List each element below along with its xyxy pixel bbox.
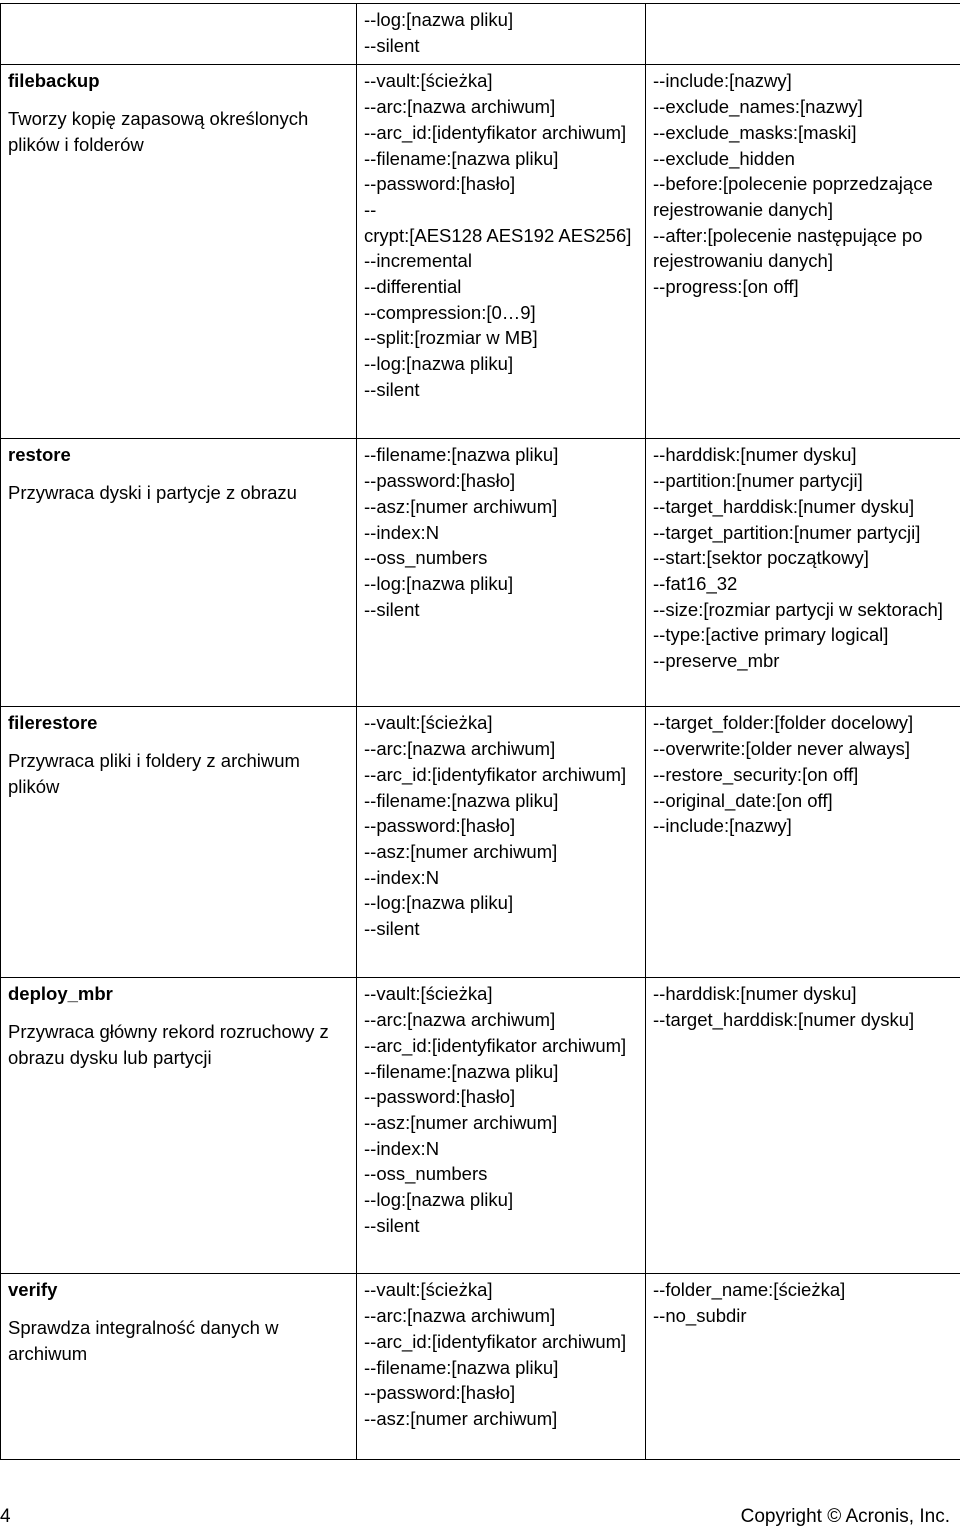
parameter-line: --filename:[nazwa pliku] (364, 1060, 559, 1082)
options-cell (646, 65, 960, 439)
options-cell (646, 439, 960, 707)
option-line: --type:[active primary logical] (653, 624, 889, 646)
parameter-line: --arc:[nazwa archiwum] (364, 1009, 556, 1031)
parameter-line: --arc_id:[identyfikator archiwum] (364, 121, 627, 143)
parameter-line: --silent (364, 918, 420, 940)
parameter-line: --arc:[nazwa archiwum] (364, 1305, 556, 1327)
command-description: Przywraca główny rekord rozruchowy z obrazu dysku lub partycji (8, 1021, 329, 1068)
parameter-line: --vault:[ścieżka] (364, 1279, 493, 1301)
command-row (1, 439, 960, 707)
parameters-cell (357, 1274, 646, 1460)
option-line: --original_date:[on off] (653, 789, 833, 811)
options-cell (646, 1274, 960, 1460)
parameter-line: --silent (364, 378, 420, 400)
option-line: --start:[sektor początkowy] (653, 547, 869, 569)
command-row (1, 65, 960, 439)
option-line: --overwrite:[older never always] (653, 738, 911, 760)
parameter-line: --log:[nazwa pliku] (364, 892, 514, 914)
option-line: --harddisk:[numer dysku] (653, 983, 857, 1005)
page-number: 4 (0, 1506, 11, 1527)
command-name: filerestore (8, 712, 98, 734)
parameters-cell (357, 4, 646, 65)
command-row (1, 1274, 960, 1460)
option-line: --target_harddisk:[numer dysku] (653, 495, 915, 517)
parameter-line: --password:[hasło] (364, 470, 516, 492)
command-cell (1, 439, 357, 707)
command-cell (1, 978, 357, 1274)
option-line: --target_harddisk:[numer dysku] (653, 1009, 915, 1031)
parameter-line: --filename:[nazwa pliku] (364, 1356, 559, 1378)
command-row (1, 978, 960, 1274)
parameter-line: --split:[rozmiar w MB] (364, 327, 538, 349)
command-cell (1, 4, 357, 65)
option-line: --progress:[on off] (653, 276, 799, 298)
parameter-line: --asz:[numer archiwum] (364, 1407, 558, 1429)
parameter-line: --arc:[nazwa archiwum] (364, 96, 556, 118)
option-line: --harddisk:[numer dysku] (653, 444, 857, 466)
parameter-line: --log:[nazwa pliku] (364, 1189, 514, 1211)
command-name: deploy_mbr (8, 983, 113, 1005)
parameter-line: --password:[hasło] (364, 815, 516, 837)
parameter-line: --arc_id:[identyfikator archiwum] (364, 1330, 627, 1352)
parameter-line: --log:[nazwa pliku] (364, 9, 514, 30)
parameter-line: --asz:[numer archiwum] (364, 840, 558, 862)
option-line: --fat16_32 (653, 572, 738, 594)
options-cell (646, 4, 960, 65)
command-cell (1, 65, 357, 439)
parameter-line: --asz:[numer archiwum] (364, 1111, 558, 1133)
command-description: Sprawdza integralność danych w archiwum (8, 1317, 279, 1364)
parameter-line: --filename:[nazwa pliku] (364, 789, 559, 811)
parameter-line: --index:N (364, 866, 440, 888)
option-line: --exclude_masks:[maski] (653, 121, 857, 143)
parameter-line: --vault:[ścieżka] (364, 70, 493, 92)
command-cell (1, 1274, 357, 1460)
parameter-line: --vault:[ścieżka] (364, 983, 493, 1005)
parameter-line: --differential (364, 276, 462, 298)
parameter-line: --incremental (364, 250, 472, 272)
option-line: --preserve_mbr (653, 650, 780, 672)
option-line: --after:[polecenie następujące po rejestrowaniu danych] (653, 224, 923, 272)
parameter-line: --arc:[nazwa archiwum] (364, 738, 556, 760)
parameter-line: --log:[nazwa pliku] (364, 353, 514, 375)
parameter-line: --vault:[ścieżka] (364, 712, 493, 734)
parameter-line: --silent (364, 1214, 420, 1236)
parameters-cell (357, 707, 646, 978)
parameter-line: --arc_id:[identyfikator archiwum] (364, 763, 627, 785)
options-cell (646, 978, 960, 1274)
parameter-line: --oss_numbers (364, 1163, 488, 1185)
option-line: --folder_name:[ścieżka] (653, 1279, 846, 1301)
command-table-body (1, 4, 960, 1460)
option-line: --no_subdir (653, 1305, 747, 1327)
parameter-line: --silent (364, 34, 420, 56)
option-line: --exclude_hidden (653, 147, 795, 169)
parameter-line: --compression:[0…9] (364, 301, 536, 323)
parameter-line: --index:N (364, 1137, 440, 1159)
parameter-line: --silent (364, 598, 420, 620)
command-row (1, 707, 960, 978)
parameter-line: --oss_numbers (364, 547, 488, 569)
option-line: --restore_security:[on off] (653, 763, 859, 785)
command-name: restore (8, 444, 71, 466)
parameter-line: --password:[hasło] (364, 1086, 516, 1108)
parameters-cell (357, 65, 646, 439)
parameter-line: --filename:[nazwa pliku] (364, 147, 559, 169)
option-line: --target_partition:[numer partycji] (653, 521, 921, 543)
command-table (0, 3, 960, 1460)
parameters-cell (357, 978, 646, 1274)
copyright-text: Copyright © Acronis, Inc. (740, 1506, 950, 1527)
option-line: --before:[polecenie poprzedzające rejestrowanie danych] (653, 173, 933, 220)
parameter-line: --filename:[nazwa pliku] (364, 444, 559, 466)
parameter-line: crypt:[AES128 AES192 AES256] (364, 224, 632, 246)
parameter-line: --index:N (364, 521, 440, 543)
option-line: --include:[nazwy] (653, 815, 792, 837)
parameter-line: --asz:[numer archiwum] (364, 495, 558, 517)
command-name: filebackup (8, 70, 100, 92)
parameter-line: -- (364, 198, 377, 220)
option-line: --exclude_names:[nazwy] (653, 96, 863, 118)
command-description: Tworzy kopię zapasową określonych plików i folderów (8, 108, 309, 155)
options-cell (646, 707, 960, 978)
option-line: --partition:[numer partycji] (653, 470, 863, 492)
parameter-line: --password:[hasło] (364, 1382, 516, 1404)
parameter-line: --log:[nazwa pliku] (364, 572, 514, 594)
command-name: verify (8, 1279, 58, 1301)
command-description: Przywraca pliki i foldery z archiwum plików (8, 750, 300, 797)
option-line: --target_folder:[folder docelowy] (653, 712, 914, 734)
option-line: --size:[rozmiar partycji w sektorach] (653, 598, 943, 620)
command-cell (1, 707, 357, 978)
parameter-line: --password:[hasło] (364, 173, 516, 195)
parameters-cell (357, 439, 646, 707)
command-row (1, 4, 960, 65)
parameter-line: --arc_id:[identyfikator archiwum] (364, 1034, 627, 1056)
option-line: --include:[nazwy] (653, 70, 792, 92)
command-description: Przywraca dyski i partycje z obrazu (8, 482, 297, 504)
